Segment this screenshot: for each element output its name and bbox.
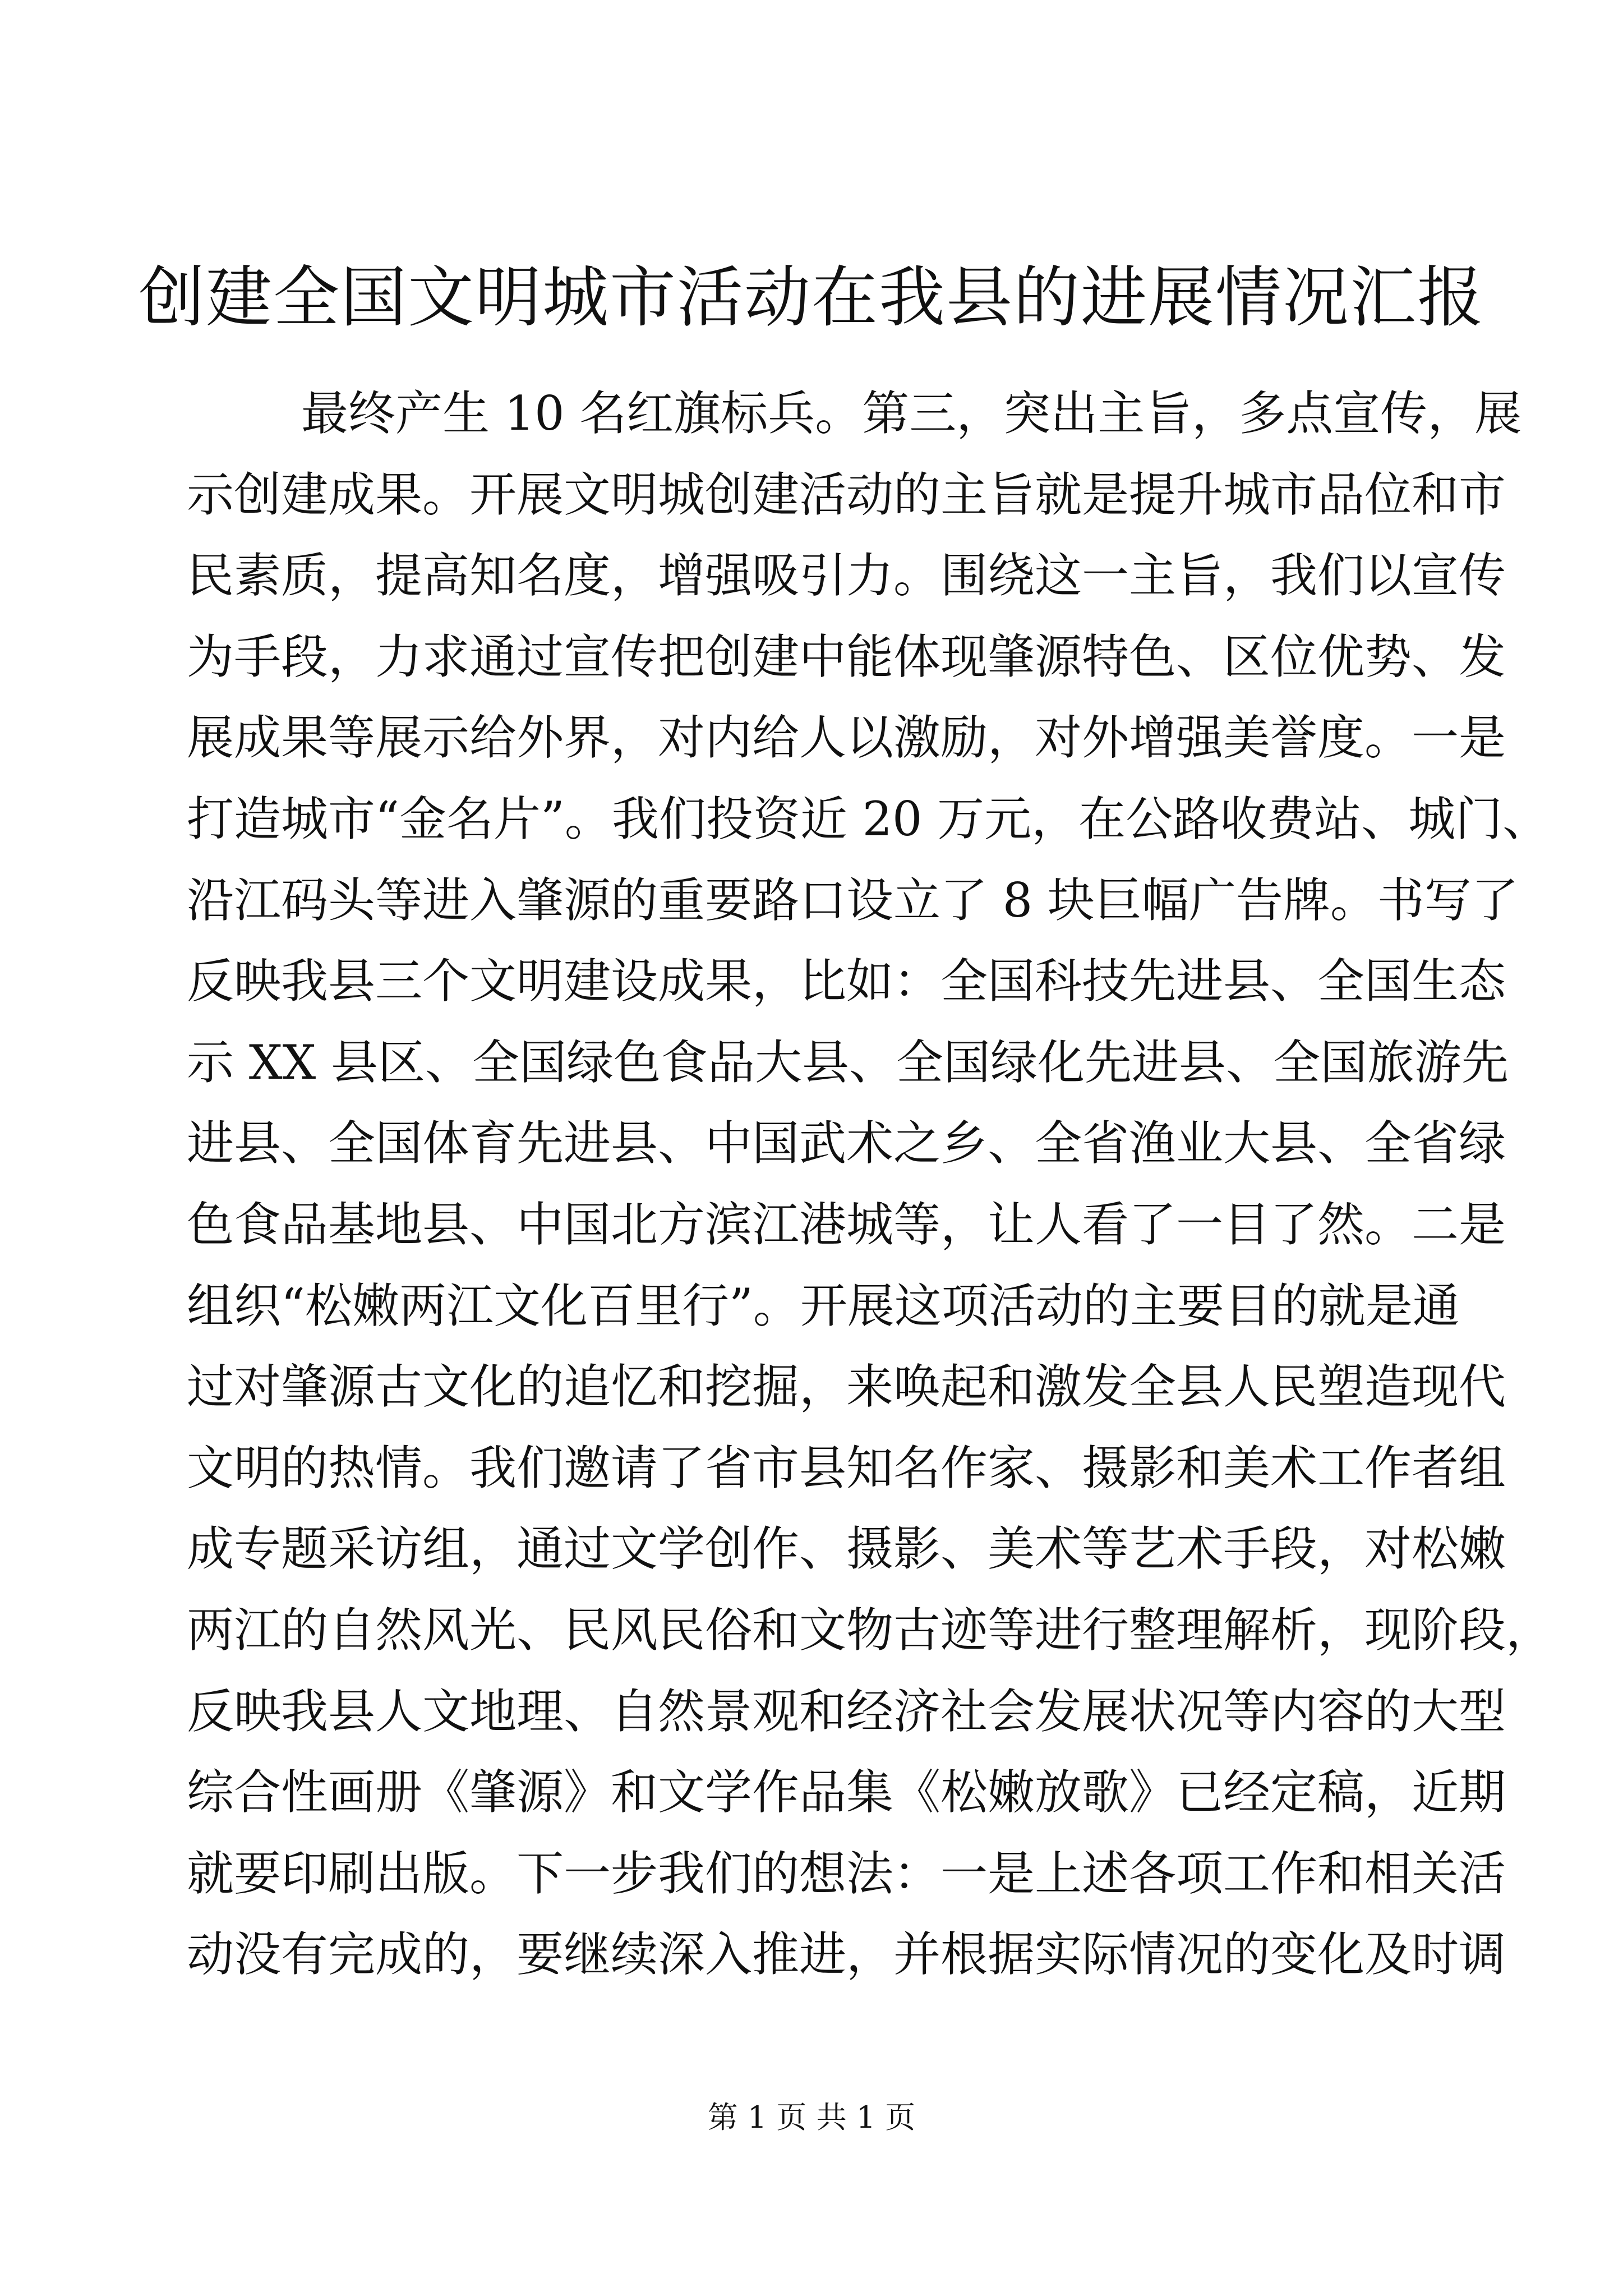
page-number-footer: 第 1 页 共 1 页 <box>707 2100 916 2135</box>
document-title: 创建全国文明城市活动在我县的进展情况汇报 <box>138 259 1484 336</box>
body-line: 进县、全国体育先进县、中国武术之乡、全省渔业大县、全省绿 <box>187 1116 1506 1171</box>
body-line: 文明的热情。我们邀请了省市县知名作家、摄影和美术工作者组 <box>187 1440 1506 1496</box>
body-line: 最终产生 10 名红旗标兵。第三，突出主旨，多点宣传，展 <box>301 386 1522 441</box>
body-line: 沿江码头等进入肇源的重要路口设立了 8 块巨幅广告牌。书写了 <box>187 872 1519 928</box>
body-line: 反映我县人文地理、自然景观和经济社会发展状况等内容的大型 <box>187 1683 1506 1739</box>
body-line: 示创建成果。开展文明城创建活动的主旨就是提升城市品位和市 <box>187 467 1506 522</box>
body-line: 两江的自然风光、民风民俗和文物古迹等进行整理解析，现阶段， <box>187 1602 1553 1658</box>
body-line: 综合性画册《肇源》和文学作品集《松嫩放歌》已经定稿，近期 <box>187 1765 1506 1820</box>
body-line: 过对肇源古文化的追忆和挖掘，来唤起和激发全县人民塑造现代 <box>187 1359 1506 1415</box>
body-line: 就要印刷出版。下一步我们的想法：一是上述各项工作和相关活 <box>187 1846 1506 1901</box>
body-line: 展成果等展示给外界，对内给人以激励，对外增强美誉度。一是 <box>187 710 1506 766</box>
body-line: 民素质，提高知名度，增强吸引力。围绕这一主旨，我们以宣传 <box>187 548 1506 604</box>
body-line: 动没有完成的，要继续深入推进，并根据实际情况的变化及时调 <box>187 1927 1506 1982</box>
document-body <box>187 373 1553 1995</box>
body-line: 反映我县三个文明建设成果，比如：全国科技先进县、全国生态 <box>187 954 1506 1009</box>
body-line: 示 XX 县区、全国绿色食品大县、全国绿化先进县、全国旅游先 <box>187 1034 1509 1090</box>
body-line: 色食品基地县、中国北方滨江港城等，让人看了一目了然。二是 <box>187 1197 1506 1252</box>
body-line: 为手段，力求通过宣传把创建中能体现肇源特色、区位优势、发 <box>187 629 1506 684</box>
body-line: 成专题采访组，通过文学创作、摄影、美术等艺术手段，对松嫩 <box>187 1521 1506 1577</box>
body-line: 组织“松嫩两江文化百里行”。开展这项活动的主要目的就是通 <box>187 1278 1460 1333</box>
body-line: 打造城市“金名片”。我们投资近 20 万元，在公路收费站、城门、 <box>187 791 1550 846</box>
